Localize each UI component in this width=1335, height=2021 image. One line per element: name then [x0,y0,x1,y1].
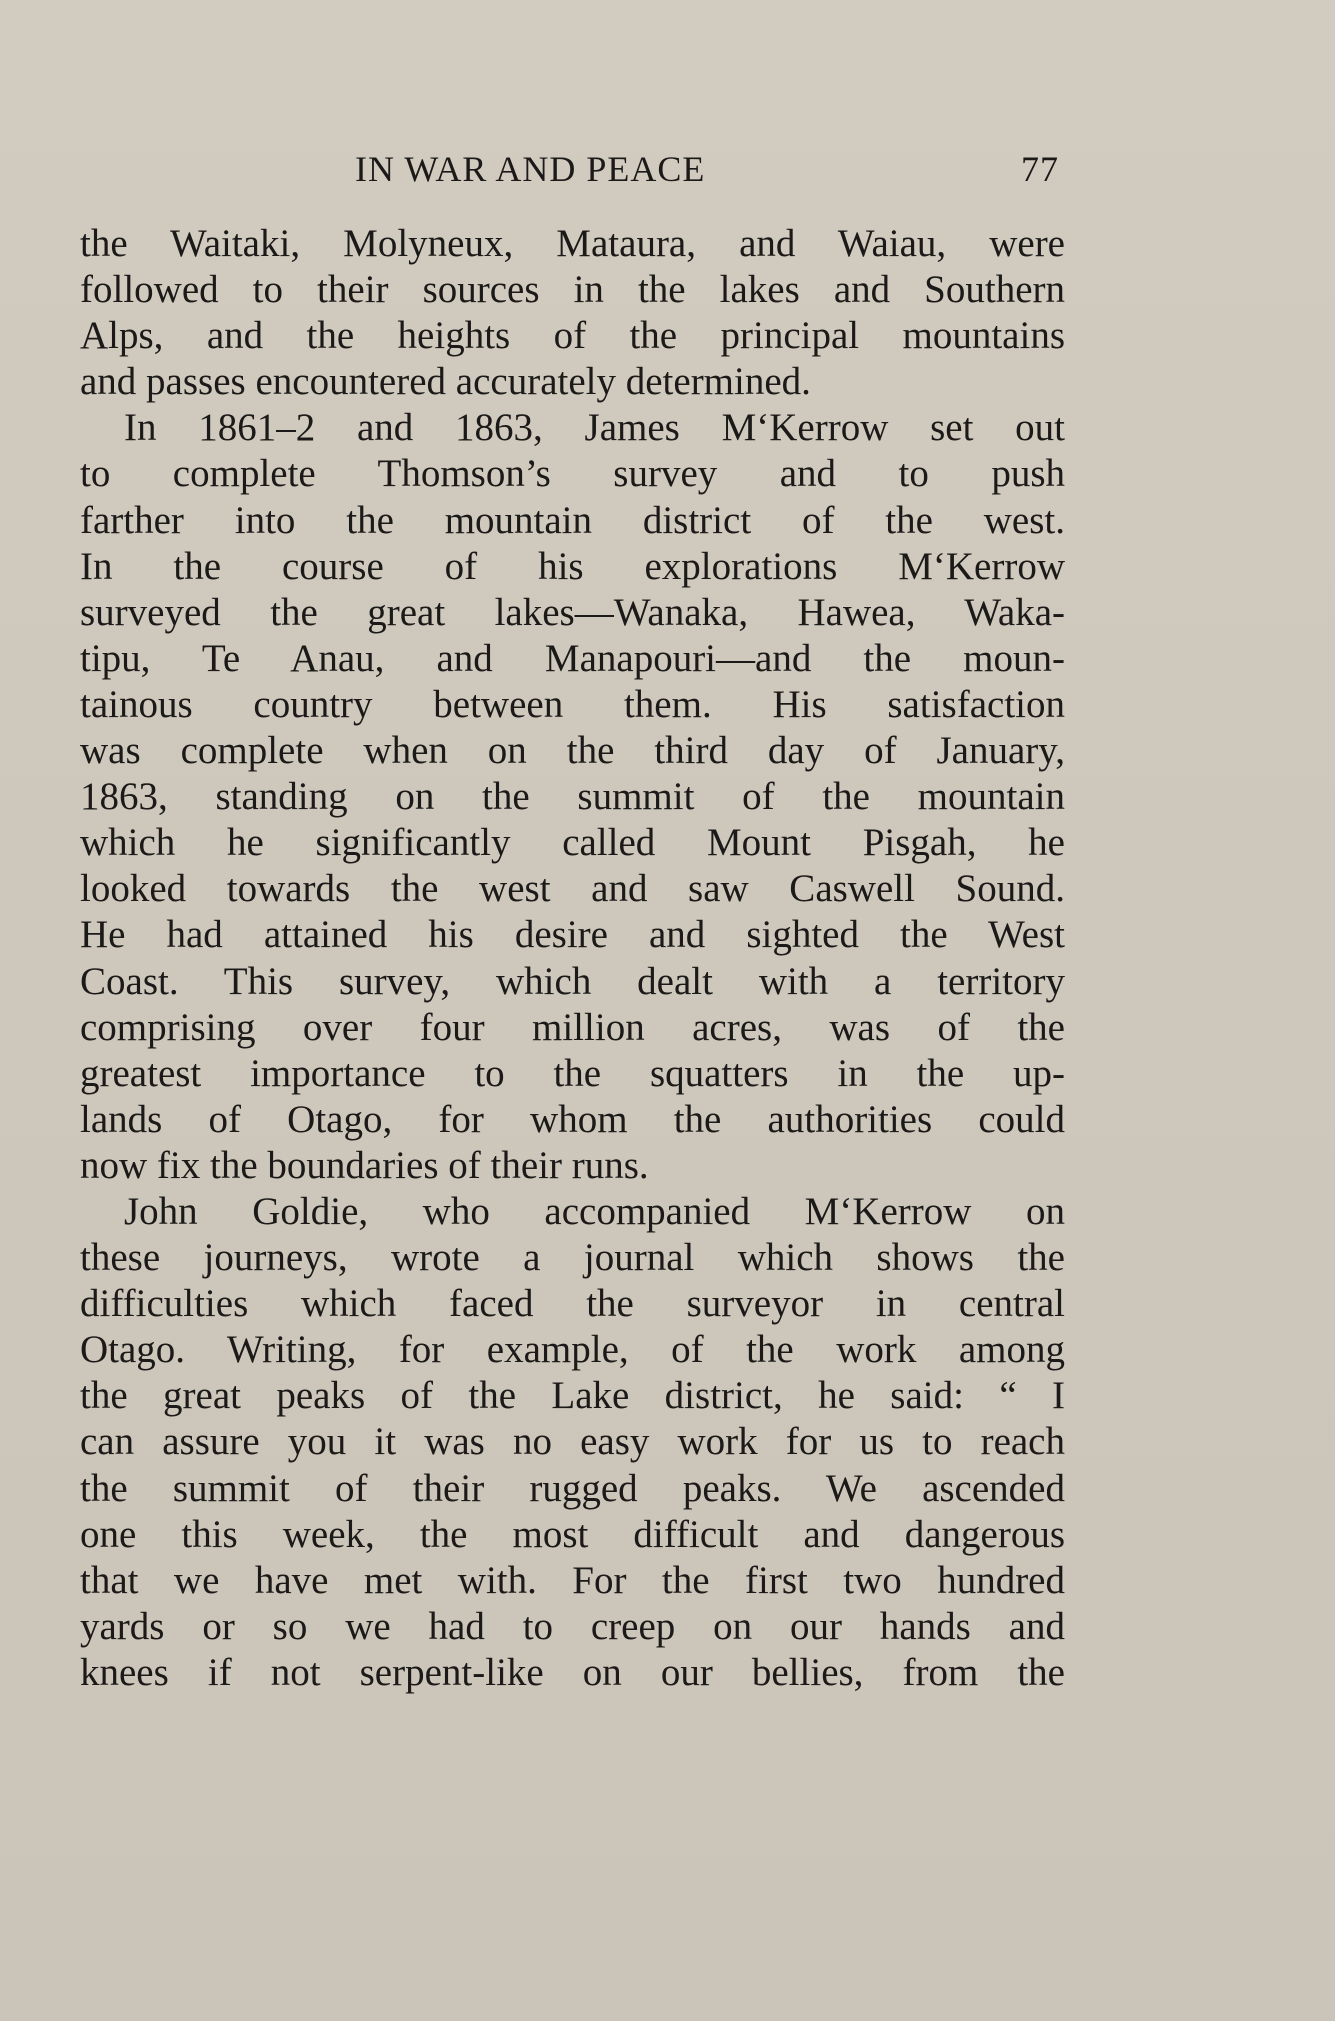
text-line: can assure you it was no easy work for us to reach [80,1420,1065,1464]
text-line: tainous country between them. His satisfaction [80,682,1065,726]
text-line: He had attained his desire and sighted the West [80,913,1065,957]
text-line: now fix the boundaries of their runs. [80,1143,649,1187]
text-line: one this week, the most difficult and dangerous [80,1512,1065,1556]
text-line: Alps, and the heights of the principal mountains [80,314,1065,358]
text-line: surveyed the great lakes—Wanaka, Hawea, Waka- [80,590,1065,634]
text-line: In 1861–2 and 1863, James M‘Kerrow set out [124,406,1065,450]
body-text [80,221,1065,1696]
text-line: greatest importance to the squatters in the up- [80,1051,1065,1095]
text-line: and passes encountered accurately determined. [80,360,811,404]
text-line: difficulties which faced the surveyor in central [80,1282,1065,1326]
text-line: which he significantly called Mount Pisgah, he [80,821,1065,865]
running-head [80,148,1065,198]
text-line: the great peaks of the Lake district, he said: “ I [80,1374,1065,1418]
text-line: the summit of their rugged peaks. We ascended [80,1466,1065,1510]
text-line: lands of Otago, for whom the authorities could [80,1097,1065,1141]
text-line: John Goldie, who accompanied M‘Kerrow on [124,1189,1065,1233]
text-line: the Waitaki, Molyneux, Mataura, and Waiau, were [80,222,1065,265]
text-line: Otago. Writing, for example, of the work among [80,1328,1065,1372]
text-line: to complete Thomson’s survey and to push [80,452,1065,496]
text-line: these journeys, wrote a journal which shows the [80,1236,1065,1280]
text-line: comprising over four million acres, was of the [80,1005,1065,1049]
text-line: looked towards the west and saw Caswell Sound. [80,867,1065,911]
running-title: IN WAR AND PEACE [355,149,706,189]
page-number: 77 [1021,149,1059,189]
text-line: was complete when on the third day of January, [80,729,1065,773]
text-line: yards or so we had to creep on our hands and [80,1604,1065,1648]
text-line: farther into the mountain district of the west. [80,498,1065,542]
text-line: 1863, standing on the summit of the mountain [80,775,1065,819]
text-line: tipu, Te Anau, and Manapouri—and the moun- [80,636,1065,680]
text-line: followed to their sources in the lakes and Southern [80,268,1065,312]
text-line: that we have met with. For the first two hundred [80,1558,1065,1602]
text-line: In the course of his explorations M‘Kerrow [80,544,1065,588]
text-line: knees if not serpent-like on our bellies, from the [80,1650,1065,1694]
text-line: Coast. This survey, which dealt with a territory [80,959,1065,1003]
